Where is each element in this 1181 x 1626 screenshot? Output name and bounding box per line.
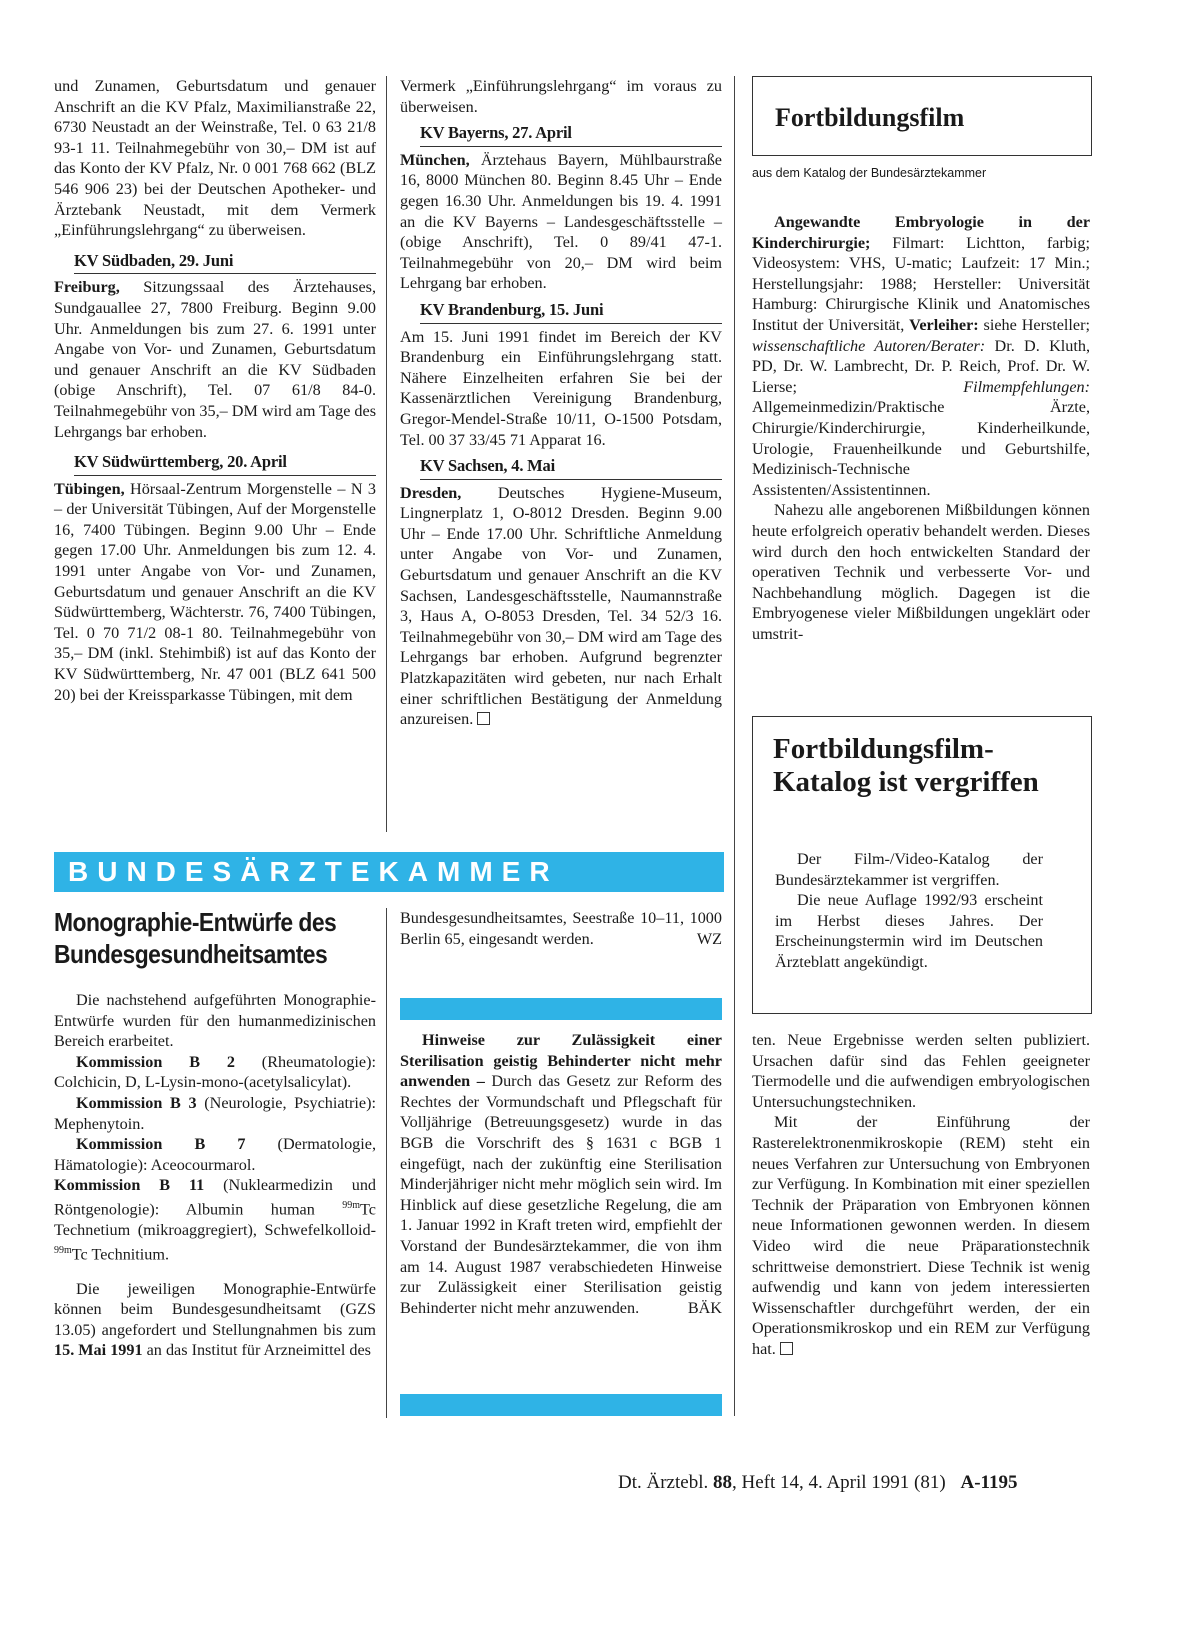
column-3-top <box>752 212 1090 644</box>
paragraph: Die neue Auflage 1992/93 erscheint im Herbst dieses Jahres. Der Erscheinungstermin wird im Deutschen Ärzteblatt angekündigt. <box>775 891 1043 971</box>
column-2 <box>400 76 722 730</box>
paragraph: Der Film-/Video-Katalog der Bundesärztekammer ist vergriffen. <box>775 850 1043 889</box>
hinweise-article <box>400 1030 722 1318</box>
paragraph: Mit der Einführung der Rasterelektronenmikroskopie (REM) steht ein neues Verfahren zur Untersuchung von Embryonen zur Verfügung. In Kombination mit einer speziellen Technik der Präparation von Embryonen können neue Informationen gewonnen werden. In diesem Video wird die neue Präparationstechnik schrittweise demonstriert. Diese Technik ist wenig aufwendig und kann von jedem interessierten Wissenschaftler durchgeführt werden, der ein Operationsmikroskop und ein REM zur Verfügung hat. <box>752 1113 1090 1358</box>
column-3-bottom <box>752 1030 1090 1360</box>
paragraph: Kommission B 3 (Neurologie, Psychiatrie): Mephenytoin. <box>54 1093 376 1133</box>
catalog-box <box>752 716 1092 1014</box>
column-1 <box>54 76 376 705</box>
place-label: Freiburg, <box>54 278 120 297</box>
place-label: Tübingen, <box>54 479 125 498</box>
column-divider <box>386 76 387 832</box>
paragraph: Die jeweiligen Monographie-Entwürfe können beim Bundesgesundheitsamt (GZS 13.05) angefordert und Stellungnahmen bis zum 15. Mai 1991 an das Institut für Arzneimittel des <box>54 1279 376 1360</box>
end-square-icon <box>477 712 490 725</box>
column-divider <box>734 76 735 1416</box>
page-footer: Dt. Ärztebl. 88, Heft 14, 4. April 1991 (81) A-1195 <box>618 1472 1018 1493</box>
place-label: Dresden, <box>400 483 462 502</box>
column-divider <box>386 908 387 1418</box>
section-heading: KV Brandenburg, 15. Juni <box>420 300 722 324</box>
film-title: Fortbildungsfilm <box>775 103 965 132</box>
paragraph: und Zunamen, Geburtsdatum und genauer Anschrift an die KV Pfalz, Maximilianstraße 22, 6730 Neustadt an der Weinstraße, Tel. 0 63 21/8 93-1 11. Teilnahmegebühr von 30,– DM ist auf das Konto der KV Pfalz, Nr. 0 001 768 662 (BLZ 546 906 23) bei der Deutschen Apotheker- und Ärztebank Neustadt, mit dem Vermerk „Einführungslehrgang“ zu überweisen. <box>54 77 376 240</box>
film-title-box <box>752 76 1092 156</box>
section-heading: KV Bayerns, 27. April <box>420 123 722 147</box>
paragraph: Hinweise zur Zulässigkeit einer Sterilisation geistig Behinderter nicht mehr anwenden – Durch das Gesetz zur Reform des Rechtes der Vormundschaft und Pflegschaft für Volljährige (Betreuungsgesetz) wurde in das BGB die Vorschrift des § 1631 c BGB 1 eingefügt, nach der zukünftig eine Sterilisation Minderjähriger nicht mehr möglich sein wird. Im Hinblick auf diese gesetzliche Regelung, die am 1. Januar 1992 in Kraft treten wird, empfiehlt der Vorstand der Bundesärztekammer, die von ihm am 14. August 1987 verabschiedeten Hinweise zur Zulässigkeit einer Sterilisation geistig Behinderter nicht mehr anzuwenden. BÄK <box>400 1031 722 1317</box>
film-subtitle: aus dem Katalog der Bundesärztekammer <box>752 166 987 180</box>
article-continuation <box>400 908 722 949</box>
section-banner: BUNDESÄRZTEKAMMER <box>54 852 724 892</box>
paragraph: Die nachstehend aufgeführten Monographie-Entwürfe wurden für den humanmedizinischen Bereich erarbeitet. <box>54 991 376 1051</box>
section-heading: KV Südwürttemberg, 20. April <box>74 452 376 476</box>
article-body <box>54 990 376 1361</box>
paragraph: Nahezu alle angeborenen Mißbildungen können heute erfolgreich operativ behandelt werden. Dieses wird durch den hoch entwickelten Standard der operativen Technik und verbesserte Vor- und Nachbehandlung möglich. Dagegen ist die Embryogenese vieler Mißbildungen ungeklärt oder umstrit- <box>752 501 1090 643</box>
accent-bar <box>400 998 722 1020</box>
section-heading: KV Südbaden, 29. Juni <box>74 251 376 275</box>
catalog-title: Fortbildungsfilm-Katalog ist vergriffen <box>773 733 1039 798</box>
end-square-icon <box>780 1342 793 1355</box>
paragraph: München, Ärztehaus Bayern, Mühlbaurstraße 16, 8000 München 80. Beginn 8.45 Uhr – Ende gegen 16.30 Uhr. Anmeldungen bis 19. 4. 1991 an die KV Bayerns – Landesgeschäftsstelle – (obige Anschrift), Tel. 0 89/41 47-1. Teilnahmegebühr von 20,– DM wird beim Lehrgang bar erhoben. <box>400 150 722 293</box>
page-number: A-1195 <box>960 1472 1018 1493</box>
accent-bar <box>400 1394 722 1416</box>
paragraph: Am 15. Juni 1991 findet im Bereich der KV Brandenburg ein Einführungslehrgang statt. Nähere Einzelheiten erfahren Sie bei der Kassenärztlichen Vereinigung Brandenburg, Gregor-Mendel-Straße 10/11, O-1500 Potsdam, Tel. 00 37 33/45 71 Apparat 16. <box>400 327 722 449</box>
paragraph: Angewandte Embryologie in der Kinderchirurgie; Filmart: Lichtton, farbig; Videosystem: VHS, U-matic; Laufzeit: 17 Min.; Herstellungsjahr: 1988; Hersteller: Universität Hamburg: Chirurgische Klinik und Anatomisches Institut der Universität, Verleiher: siehe Hersteller; wissenschaftliche Autoren/Berater: Dr. D. Kluth, PD, Dr. W. Lambrecht, Dr. P. Reich, Prof. Dr. W. Lierse; Filmempfehlungen: Allgemeinmedizin/Praktische Ärzte, Chirurgie/Kinderchirurgie, Kinderheilkunde, Urologie, Frauenheilkunde und Geburtshilfe, Medizinisch-Technische Assistenten/Assistentinnen. <box>752 213 1091 499</box>
paragraph: Kommission B 7 (Dermatologie, Hämatologie): Aceocourmarol. <box>54 1135 376 1174</box>
section-heading: KV Sachsen, 4. Mai <box>420 456 722 480</box>
paragraph: Kommission B 11 (Nuklearmedizin und Röntgenologie): Albumin human $^{99m}$Tc Technetium (mikroaggregiert), Schwefelkolloid-$^{99m}$Tc Technitium. <box>54 1176 377 1263</box>
paragraph: Freiburg, Sitzungssaal des Ärztehauses, Sundgauallee 27, 7800 Freiburg. Beginn 9.00 Uhr. Anmeldungen bis zum 27. 6. 1991 unter Angabe von Vor- und Zunamen, Geburtsdatum und genauer Anschrift an die KV Südbaden (obige Anschrift), Tel. 07 61/8 84-0. Teilnahmegebühr von 35,– DM wird am Tage des Lehrgangs bar erhoben. <box>54 278 377 441</box>
paragraph: ten. Neue Ergebnisse werden selten publiziert. Ursachen dafür sind das Fehlen geeigneter Tiermodelle und die aufwendigen embryologischen Untersuchungstechniken. <box>752 1031 1090 1111</box>
paragraph: Kommission B 2 (Rheumatologie): Colchicin, D, L-Lysin-mono-(acetylsalicylat). <box>54 1052 376 1092</box>
paragraph: Dresden, Deutsches Hygiene-Museum, Lingnerplatz 1, O-8012 Dresden. Beginn 9.00 Uhr – Ende 17.00 Uhr. Schriftliche Anmeldung unter Angabe von Vor- und Zunamen, Geburtsdatum und genauer Anschrift an die KV Sachsen, Landesgeschäftsstelle, Naumannstraße 3, Haus A, O-8053 Dresden, Tel. 34 52/3 16. Teilnahmegebühr von 30,– DM wird am Tage des Lehrgangs bar erhoben. Aufgrund begrenzter Platzkapazitäten wird gebeten, nur nach Erhalt einer schriftlichen Bestätigung der Anmeldung anzureisen. <box>400 483 723 729</box>
paragraph: Tübingen, Hörsaal-Zentrum Morgenstelle – N 3 – der Universität Tübingen, Auf der Morgenstelle 16, 7400 Tübingen. Beginn 9.00 Uhr – Ende gegen 17.00 Uhr. Anmeldungen bis zum 12. 4. 1991 unter Angabe von Vor- und Zunamen, Geburtsdatum und genauer Anschrift an die KV Südwürttemberg, Wächterstr. 76, 7400 Tübingen, Tel. 0 70 71/2 08-1 80. Teilnahmegebühr von 35,– DM (inkl. Stehimbiß) ist auf das Konto der KV Südwürttemberg, Nr. 47 001 (BLZ 641 500 20) bei der Kreissparkasse Tübingen, mit dem <box>54 479 376 704</box>
paragraph: Vermerk „Einführungslehrgang“ im voraus zu überweisen. <box>400 77 722 116</box>
catalog-text <box>775 849 1043 973</box>
article-title: Monographie-Entwürfe des Bundesgesundheitsamtes <box>54 907 337 969</box>
place-label: München, <box>400 150 470 169</box>
paragraph: Bundesgesundheitsamtes, Seestraße 10–11, 1000 Berlin 65, eingesandt werden. WZ <box>400 909 722 948</box>
